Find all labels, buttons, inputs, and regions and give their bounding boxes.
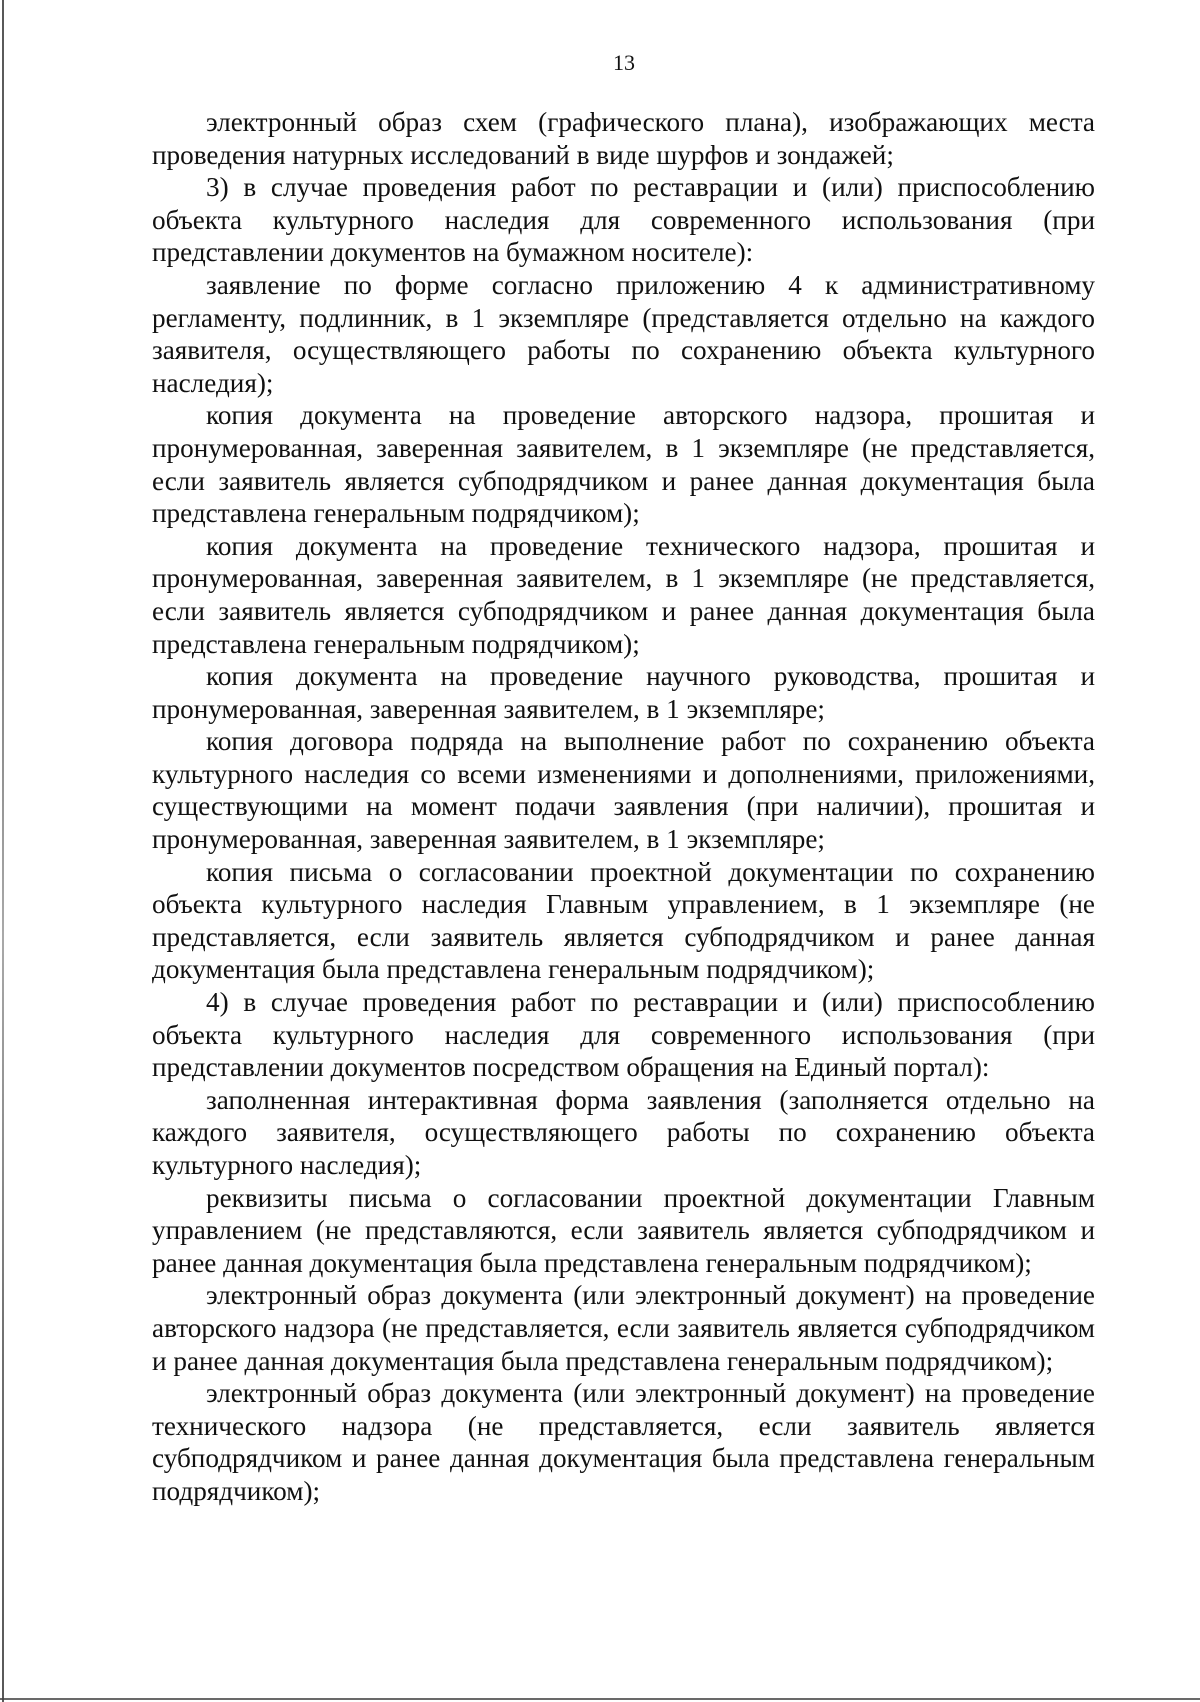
paragraph: копия документа на проведение научного руководства, прошитая и пронумерованная, заверенная заявителем, в 1 экземпляре; [152,661,1095,724]
paragraph: электронный образ документа (или электронный документ) на проведение технического надзора (не представляется, если заявитель является субподрядчиком и ранее данная документация была представлена генеральным подрядчиком); [152,1378,1095,1506]
document-body [152,106,1095,1508]
paragraph: заполненная интерактивная форма заявления (заполняется отдельно на каждого заявителя, осуществляющего работы по сохранению объекта культурного наследия); [152,1084,1095,1180]
paragraph: копия договора подряда на выполнение работ по сохранению объекта культурного наследия со всеми изменениями и дополнениями, приложениями, существующими на момент подачи заявления (при наличии), прошитая и пронумерованная, заверенная заявителем, в 1 экземпляре; [152,726,1095,855]
paragraph: 3) в случае проведения работ по реставрации и (или) приспособлению объекта культурного наследия для современного использования (при представлении документов на бумажном носителе): [152,172,1095,268]
paragraph: электронный образ документа (или электронный документ) на проведение авторского надзора (не представляется, если заявитель является субподрядчиком и ранее данная документация была представлена генеральным подрядчиком); [152,1280,1095,1376]
paragraph: заявление по форме согласно приложению 4 к административному регламенту, подлинник, в 1 экземпляре (представляется отдельно на каждого заявителя, осуществляющего работы по сохранению объекта культурного наследия); [152,269,1095,398]
paragraph: копия документа на проведение авторского надзора, прошитая и пронумерованная, заверенная заявителем, в 1 экземпляре (не представляется, если заявитель является субподрядчиком и ранее данная документация была представлена генеральным подрядчиком); [152,400,1095,529]
paragraph: реквизиты письма о согласовании проектной документации Главным управлением (не представляются, если заявитель является субподрядчиком и ранее данная документация была представлена генеральным подрядчиком); [152,1182,1095,1278]
scan-edge-bottom [0,1698,1200,1700]
paragraph: электронный образ схем (графического плана), изображающих места проведения натурных исследований в виде шурфов и зондажей; [152,107,1095,170]
paragraph: 4) в случае проведения работ по реставрации и (или) приспособлению объекта культурного наследия для современного использования (при представлении документов посредством обращения на Единый портал): [152,987,1095,1083]
paragraph: копия документа на проведение технического надзора, прошитая и пронумерованная, заверенная заявителем, в 1 экземпляре (не представляется, если заявитель является субподрядчиком и ранее данная документация была представлена генеральным подрядчиком); [152,530,1095,659]
scan-edge-left [2,0,4,1702]
paragraph: копия письма о согласовании проектной документации по сохранению объекта культурного наследия Главным управлением, в 1 экземпляре (не представляется, если заявитель является субподрядчиком и ранее данная документация была представлена генеральным подрядчиком); [152,856,1095,985]
page-number: 13 [613,50,635,75]
